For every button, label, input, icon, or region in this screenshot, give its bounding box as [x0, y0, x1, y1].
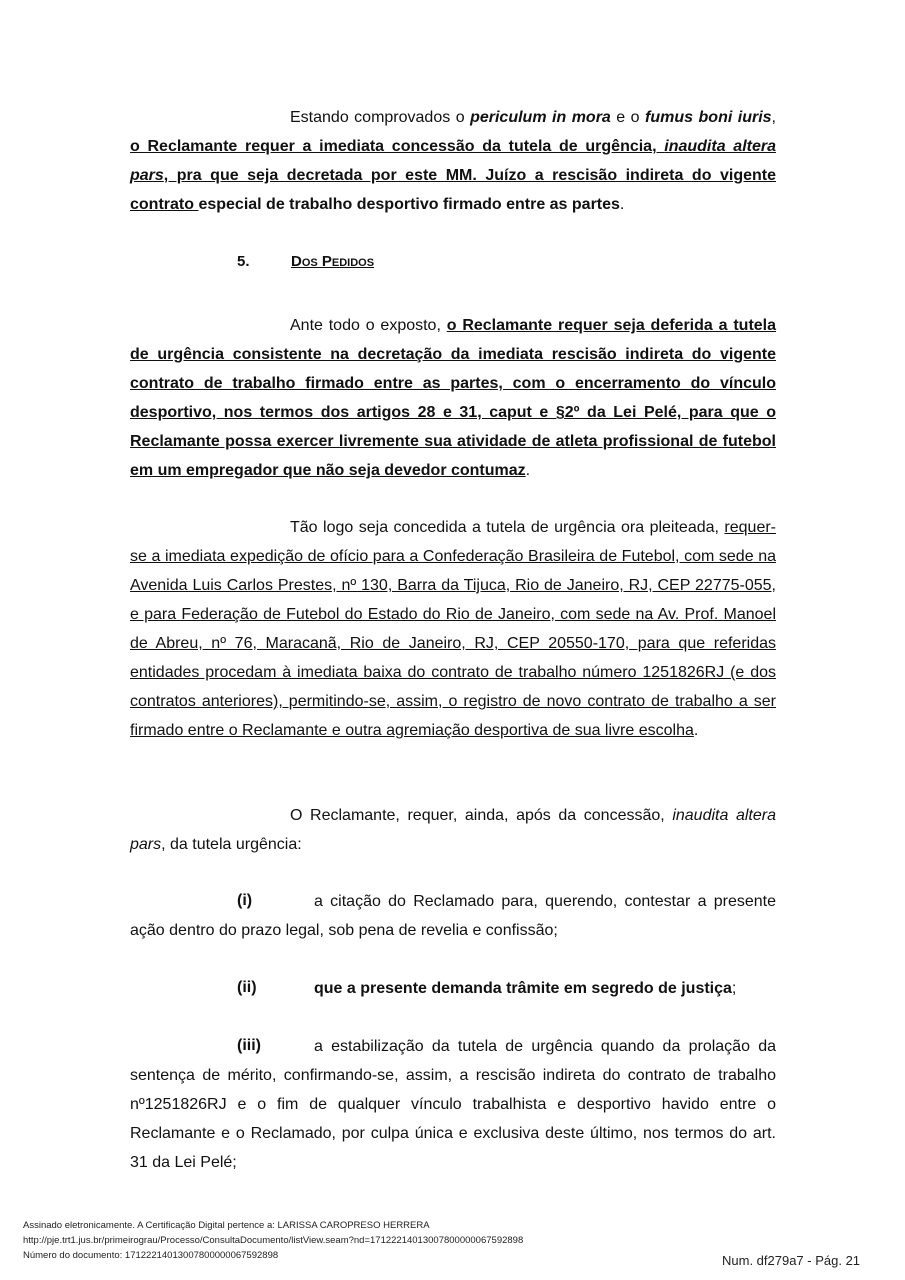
text-run: . — [693, 722, 699, 739]
text-run: , da tutela urgência: — [161, 836, 302, 853]
item-text: a estabilização da tutela de urgência quando da prolação da sentença de mérito, confirmando-se, assim, a rescisão indireta do contrato de trabalho nº1251826RJ e o fim de qualquer vínculo trabalhista e desportivo havido entre o Reclamante e o Reclamado, por culpa única e exclusiva deste último, nos termos do art. 31 da Lei Pelé; — [130, 1038, 776, 1171]
text-run: e o — [610, 109, 646, 126]
text-run: O Reclamante, requer, ainda, após da concessão, — [290, 807, 673, 824]
section-number: 5. — [237, 253, 250, 270]
item-label: (i) — [237, 892, 253, 909]
text-run: o Reclamante requer a imediata concessão da tutela de urgência, — [130, 138, 665, 155]
text-run: ; — [731, 980, 737, 997]
text-run: Tão logo seja concedida a tutela de urgência ora pleiteada, — [290, 519, 725, 536]
text-run: que a presente demanda trâmite em segredo de justiça — [314, 980, 732, 997]
document-url: http://pje.trt1.jus.br/primeirograu/Processo/ConsultaDocumento/listView.seam?nd=17122214013007800000067592898 — [23, 1235, 524, 1246]
item-text — [130, 974, 776, 1003]
text-run: Ante todo o exposto, — [290, 317, 447, 334]
item-text: a citação do Reclamado para, querendo, contestar a presente ação dentro do prazo legal, sob pena de revelia e confissão; — [130, 893, 776, 939]
text-run: . — [525, 462, 531, 479]
text-run: Estando comprovados o — [290, 109, 471, 126]
item-label: (iii) — [237, 1037, 261, 1054]
text-run: requer-se a imediata expedição de ofício para a Confederação Brasileira de Futebol, com sede na Avenida Luis Carlos Prestes, nº 130, Barra da Tijuca, Rio de Janeiro, RJ, CEP 22775-055, e para Federação de Futebol do Estado do Rio de Janeiro, com sede na Av. Prof. Manoel de Abreu, nº 76, Maracanã, Rio de Janeiro, RJ, CEP 20550-170, para que referidas entidades procedam à imediata baixa do contrato de trabalho número 1251826RJ (e dos contratos anteriores), permitindo-se, assim, o registro de novo contrato de trabalho a ser firmado entre o Reclamante e outra agremiação desportiva de sua livre escolha — [130, 519, 776, 739]
paragraph-main-request — [130, 311, 776, 485]
text-run: fumus boni iuris — [645, 109, 772, 126]
page-number: Num. df279a7 - Pág. 21 — [722, 1253, 861, 1268]
item-label: (ii) — [237, 979, 257, 996]
text-run: periculum in mora — [470, 109, 611, 126]
text-run: inaudita altera pars — [130, 807, 777, 853]
text-run: , pra que seja decretada por este MM. Juízo a rescisão indireta do vigente contrato — [130, 167, 776, 213]
paragraph-further-requests — [130, 801, 776, 859]
paragraph-office-request — [130, 513, 776, 745]
text-run: . — [619, 196, 625, 213]
text-run: o Reclamante requer seja deferida a tutela de urgência consistente na decretação da imediata rescisão indireta do vigente contrato de trabalho firmado entre as partes, com o encerramento do vínculo desportivo, nos termos dos artigos 28 e 31, caput e §2º da Lei Pelé, para que o Reclamante possa exercer livremente sua atividade de atleta profissional de futebol em um empregador que não seja devedor contumaz — [130, 317, 777, 479]
signature-note: Assinado eletronicamente. A Certificação Digital pertence a: LARISSA CAROPRESO HERRERA — [23, 1220, 430, 1231]
text-run: especial de trabalho desportivo firmado entre as partes — [198, 196, 620, 213]
text-run: inaudita altera pars — [130, 138, 776, 184]
paragraph-urgency-request — [130, 103, 776, 219]
document-number: Número do documento: 17122214013007800000067592898 — [23, 1250, 279, 1261]
text-run: , — [771, 109, 776, 126]
section-title: Dos Pedidos — [291, 253, 375, 270]
